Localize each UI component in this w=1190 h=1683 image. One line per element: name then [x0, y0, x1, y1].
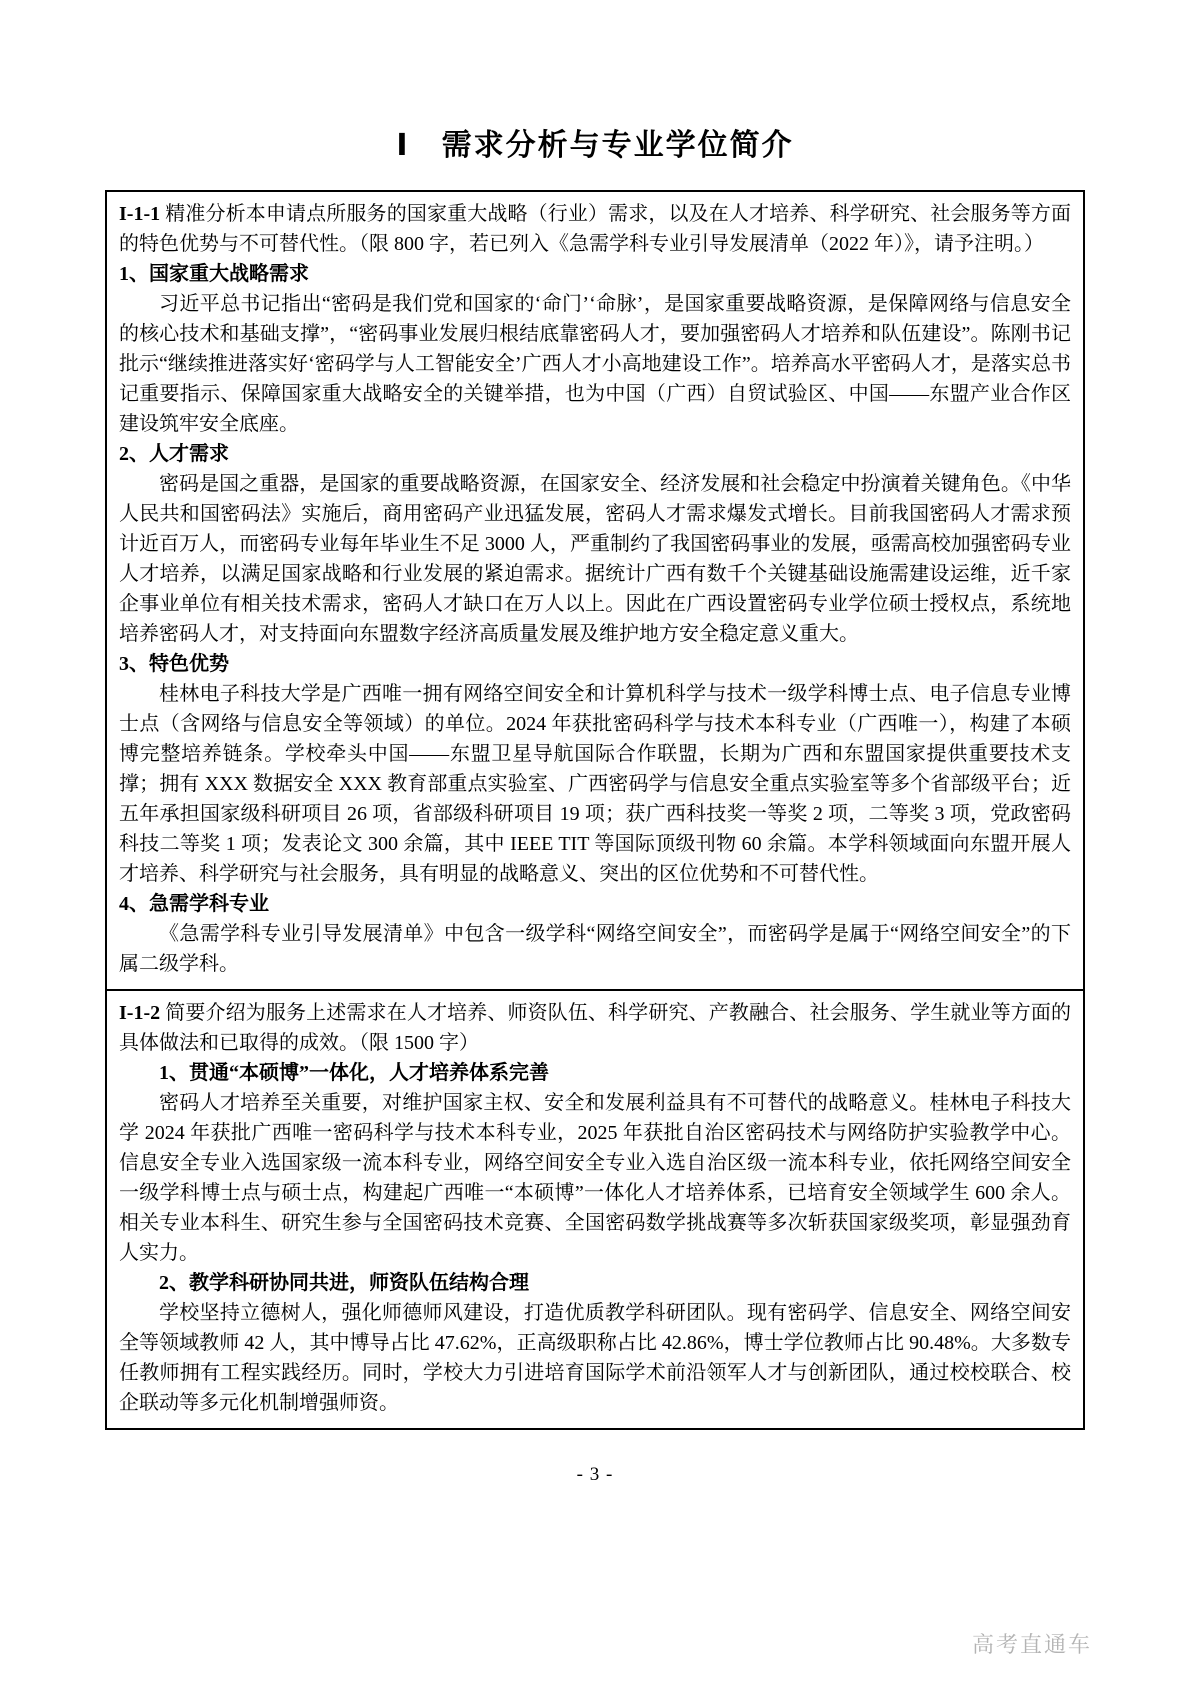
section-i-1-2 [107, 989, 1083, 1428]
body-paragraph: 桂林电子科技大学是广西唯一拥有网络空间安全和计算机科学与技术一级学科博士点、电子信息专业博士点（含网络与信息安全等领域）的单位。2024 年获批密码科学与技术本科专业（广西唯一），构建了本硕博完整培养链条。学校牵头中国——东盟卫星导航国际合作联盟，长期为广西和东盟国家提供重要技术支撑；拥有 XXX 数据安全 XXX 教育部重点实验室、广西密码学与信息安全重点实验室等多个省部级平台；近五年承担国家级科研项目 26 项，省部级科研项目 19 项；获广西科技奖一等奖 2 项，二等奖 3 项，党政密码科技二等奖 1 项；发表论文 300 余篇，其中 IEEE TIT 等国际顶级刊物 60 余篇。本学科领域面向东盟开展人才培养、科学研究与社会服务，具有明显的战略意义、突出的区位优势和不可替代性。 [119, 683, 1071, 885]
section-i-1-1-prompt [119, 199, 1071, 259]
body-paragraph: 密码是国之重器，是国家的重要战略资源，在国家安全、经济发展和社会稳定中扮演着关键角色。《中华人民共和国密码法》实施后，商用密码产业迅猛发展，密码人才需求爆发式增长。目前我国密码人才需求预计近百万人，而密码专业每年毕业生不足 3000 人，严重制约了我国密码事业的发展，亟需高校加强密码专业人才培养，以满足国家战略和行业发展的紧迫需求。据统计广西有数千个关键基础设施需建设运维，近千家企事业单位有相关技术需求，密码人才缺口在万人以上。因此在广西设置密码专业学位硕士授权点，系统地培养密码人才，对支持面向东盟数字经济高质量发展及维护地方安全稳定意义重大。 [119, 473, 1071, 645]
section-heading: 4、急需学科专业 [119, 893, 269, 915]
prompt-label-i-1-1: I-1-1 [119, 203, 161, 225]
body-paragraph: 《急需学科专业引导发展清单》中包含一级学科“网络空间安全”，而密码学是属于“网络空间安全”的下属二级学科。 [119, 923, 1071, 975]
section-i-1-1 [107, 192, 1083, 989]
prompt-text-i-1-1: 精准分析本申请点所服务的国家重大战略（行业）需求，以及在人才培养、科学研究、社会服务等方面的特色优势与不可替代性。（限 800 字，若已列入《急需学科专业引导发展清单（2022 年）》，请予注明。） [119, 203, 1072, 255]
section-heading: 3、特色优势 [119, 653, 229, 675]
section-heading: 2、教学科研协同共进，师资队伍结构合理 [159, 1272, 529, 1294]
section-heading: 1、贯通“本硕博”一体化，人才培养体系完善 [159, 1062, 549, 1084]
section-i-1-2-prompt [119, 998, 1071, 1058]
prompt-text-i-1-2: 简要介绍为服务上述需求在人才培养、师资队伍、科学研究、产教融合、社会服务、学生就业等方面的具体做法和已取得的成效。（限 1500 字） [119, 1002, 1072, 1054]
page-title: Ⅰ 需求分析与专业学位简介 [396, 129, 794, 162]
form-table [105, 190, 1085, 1430]
page-number: - 3 - [576, 1464, 614, 1485]
body-paragraph: 习近平总书记指出“密码是我们党和国家的‘命门’‘命脉’，是国家重要战略资源，是保障网络与信息安全的核心技术和基础支撑”，“密码事业发展归根结底靠密码人才，要加强密码人才培养和队伍建设”。陈刚书记批示“继续推进落实好‘密码学与人工智能安全’广西人才小高地建设工作”。培养高水平密码人才，是落实总书记重要指示、保障国家重大战略安全的关键举措，也为中国（广西）自贸试验区、中国——东盟产业合作区建设筑牢安全底座。 [119, 293, 1071, 435]
watermark-label: 高考直通车 [971, 1632, 1092, 1657]
body-paragraph: 密码人才培养至关重要，对维护国家主权、安全和发展利益具有不可替代的战略意义。桂林电子科技大学 2024 年获批广西唯一密码科学与技术本科专业，2025 年获批自治区密码技术与网络防护实验教学中心。信息安全专业入选国家级一流本科专业，网络空间安全专业入选自治区级一流本科专业，依托网络空间安全一级学科博士点与硕士点，构建起广西唯一“本硕博”一体化人才培养体系，已培育安全领域学生 600 余人。相关专业本科生、研究生参与全国密码技术竞赛、全国密码数学挑战赛等多次斩获国家级奖项，彰显强劲育人实力。 [119, 1092, 1071, 1264]
body-paragraph: 学校坚持立德树人，强化师德师风建设，打造优质教学科研团队。现有密码学、信息安全、网络空间安全等领域教师 42 人，其中博导占比 47.62%，正高级职称占比 42.86%，博士学位教师占比 90.48%。大多数专任教师拥有工程实践经历。同时，学校大力引进培育国际学术前沿领军人才与创新团队，通过校校联合、校企联动等多元化机制增强师资。 [119, 1302, 1071, 1414]
section-heading: 1、国家重大战略需求 [119, 263, 309, 285]
section-heading: 2、人才需求 [119, 443, 229, 465]
prompt-label-i-1-2: I-1-2 [119, 1002, 161, 1024]
